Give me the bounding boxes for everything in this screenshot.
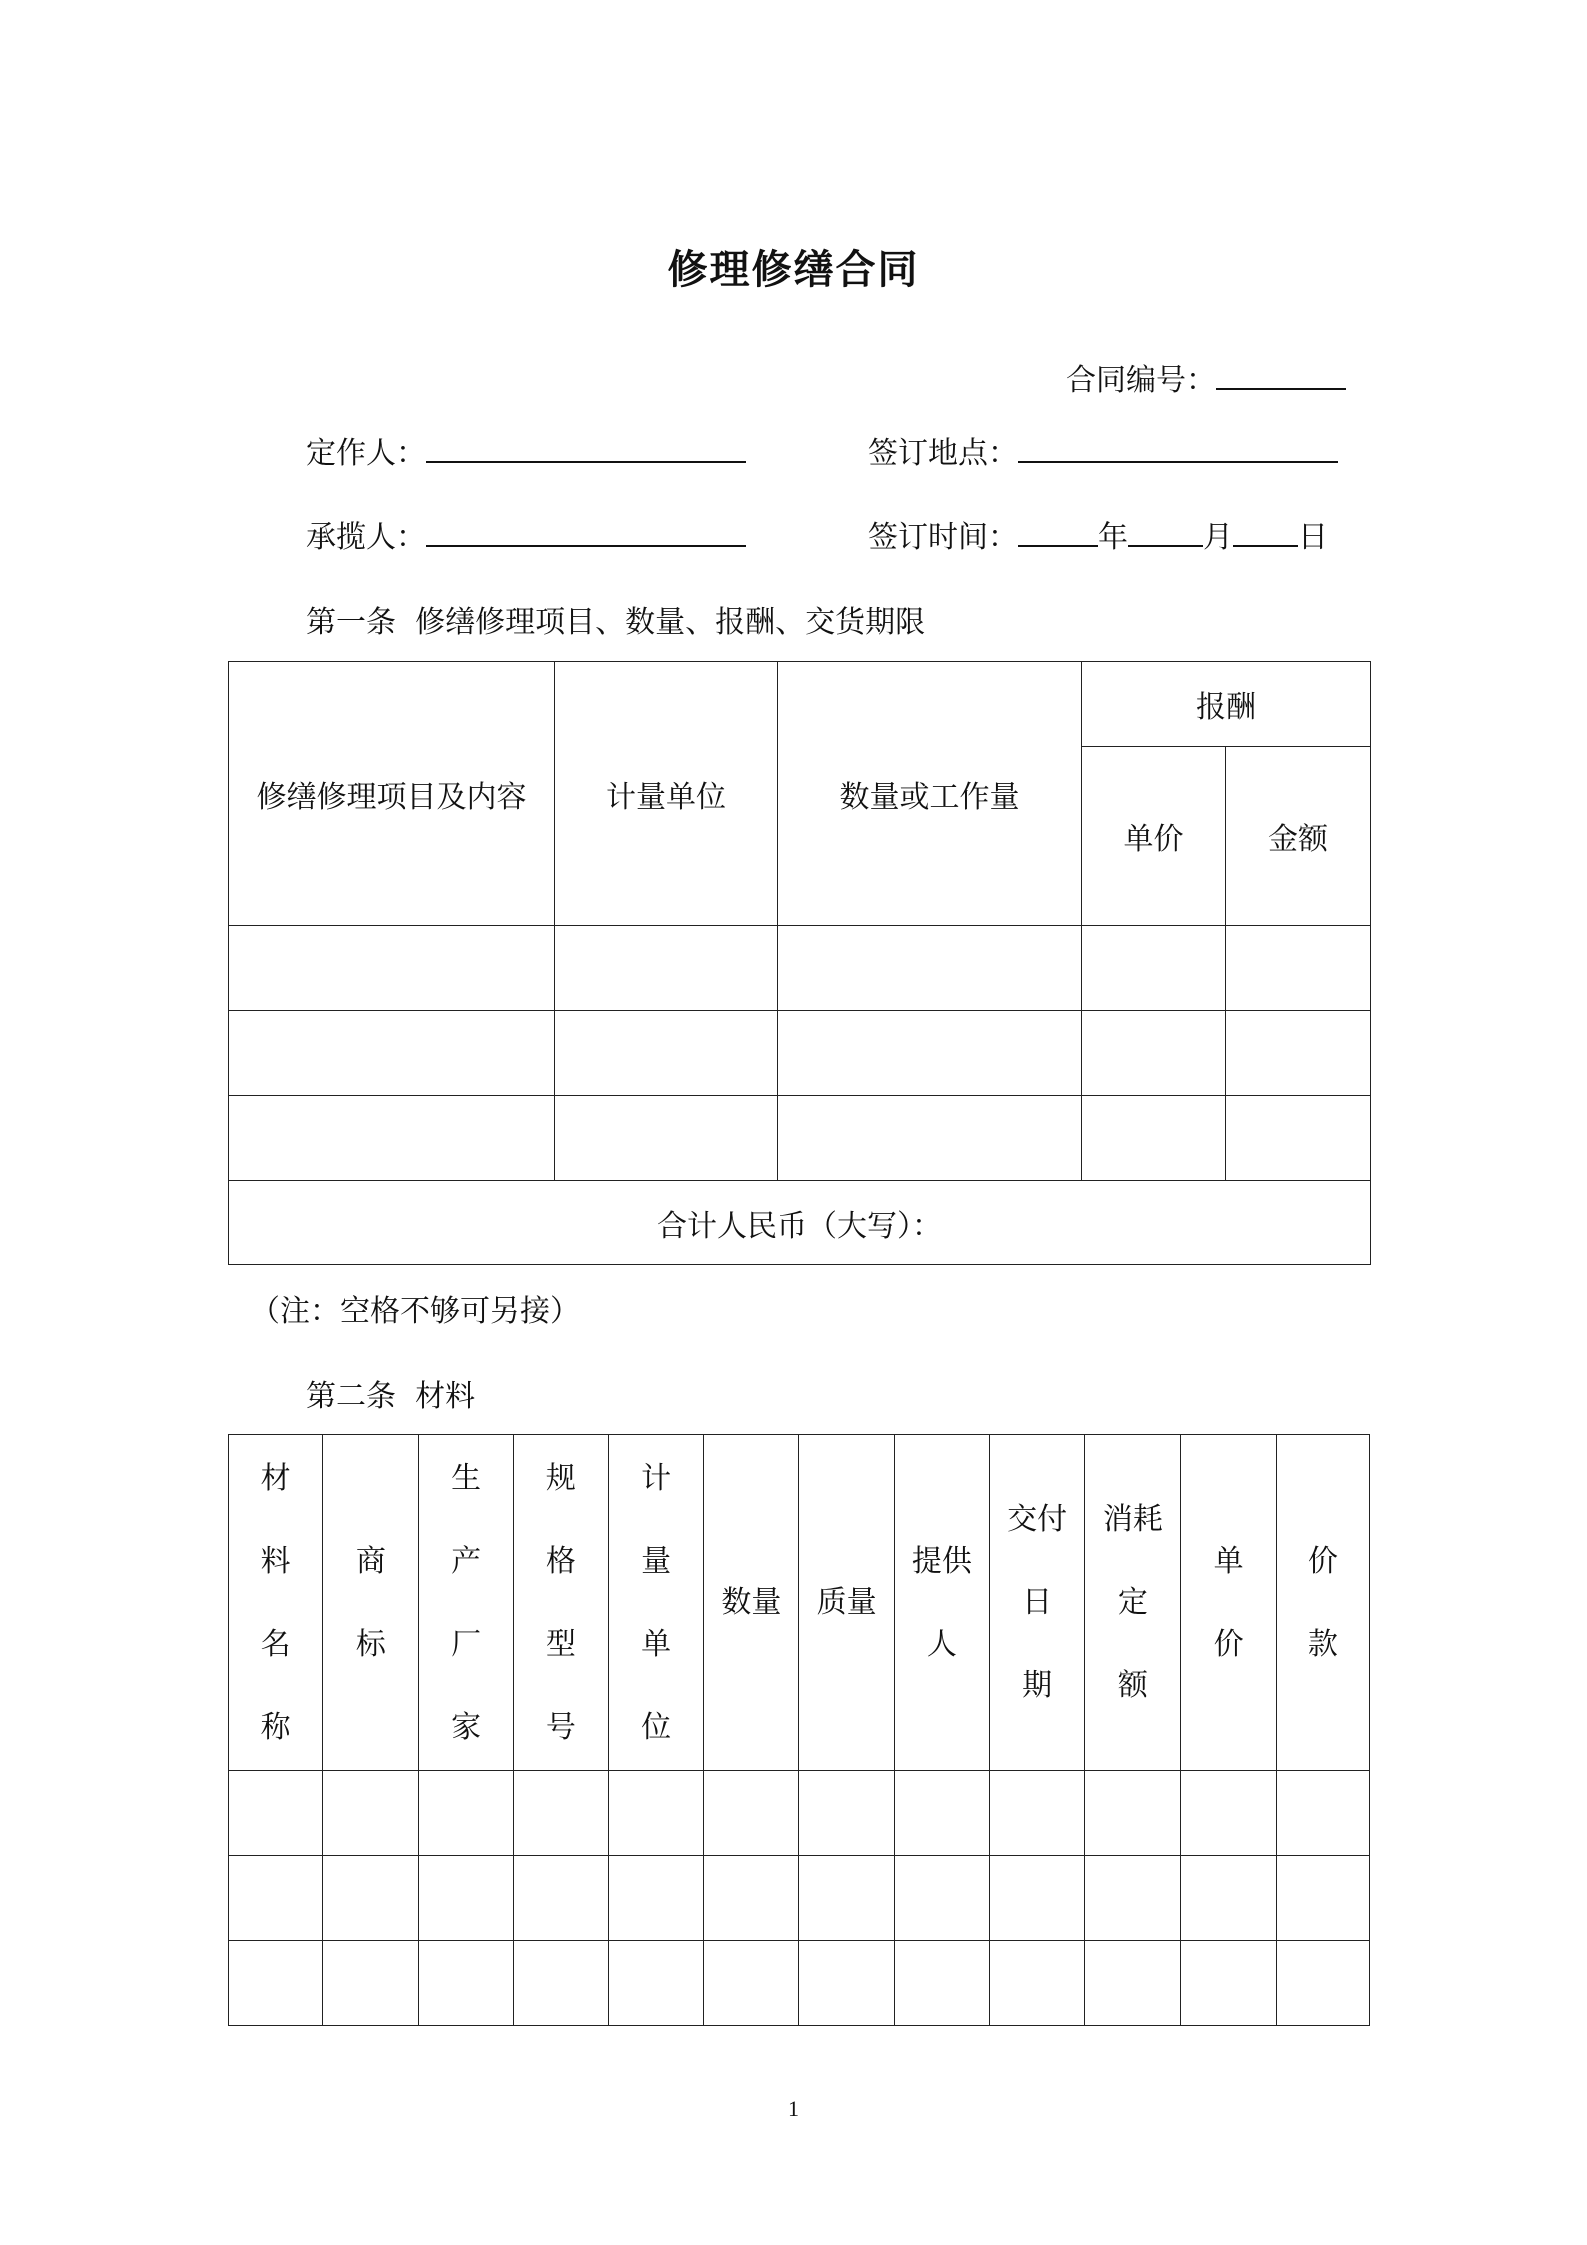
header-quantity: 数量或工作量: [778, 662, 1082, 926]
table-cell[interactable]: [778, 1011, 1082, 1096]
table-cell[interactable]: [1226, 1096, 1371, 1181]
materials-header-cell: 交付 日 期: [989, 1435, 1084, 1771]
table-cell[interactable]: [555, 1096, 778, 1181]
table-cell[interactable]: [229, 1856, 323, 1941]
table-cell[interactable]: [323, 1941, 419, 2026]
table-cell[interactable]: [1082, 1011, 1226, 1096]
table-cell[interactable]: [229, 1771, 323, 1856]
header-payment: 报酬: [1082, 662, 1371, 747]
sign-time-field: [868, 512, 1328, 556]
header-unit-price: 单价: [1082, 747, 1226, 926]
table-cell[interactable]: [323, 1856, 419, 1941]
table-cell[interactable]: [608, 1771, 703, 1856]
table-cell[interactable]: [1276, 1856, 1369, 1941]
contractor-label: 承揽人：: [306, 520, 426, 555]
document-title: 修理修缮合同: [667, 246, 920, 293]
table-cell[interactable]: [894, 1856, 989, 1941]
sign-place-label: 签订地点：: [868, 436, 1018, 471]
day-blank[interactable]: [1233, 517, 1298, 547]
orderer-blank[interactable]: [426, 433, 746, 463]
table-cell[interactable]: [1181, 1941, 1276, 2026]
table-note: （注：空格不够可另接）: [250, 1294, 580, 1329]
table-row: [229, 1011, 1371, 1096]
materials-header-cell: 商 标: [323, 1435, 419, 1771]
table-cell[interactable]: [778, 1096, 1082, 1181]
table-cell[interactable]: [1082, 1096, 1226, 1181]
materials-header-cell: 单 价: [1181, 1435, 1276, 1771]
table-cell[interactable]: [1226, 1011, 1371, 1096]
month-blank[interactable]: [1128, 517, 1203, 547]
materials-header-cell: 材 料 名 称: [229, 1435, 323, 1771]
contract-number-blank[interactable]: [1216, 360, 1346, 390]
materials-header-cell: 规 格 型 号: [513, 1435, 608, 1771]
table-cell[interactable]: [1181, 1771, 1276, 1856]
contractor-blank[interactable]: [426, 517, 746, 547]
table-cell[interactable]: [799, 1771, 894, 1856]
month-label: 月: [1203, 520, 1233, 555]
materials-header-cell: 质量: [799, 1435, 894, 1771]
page-number: 1: [788, 2096, 799, 2121]
orderer-label: 定作人：: [306, 436, 426, 471]
table-row: [229, 1941, 1370, 2026]
table-cell[interactable]: [1226, 926, 1371, 1011]
table-cell[interactable]: [1082, 926, 1226, 1011]
table-cell[interactable]: [894, 1941, 989, 2026]
year-label: 年: [1098, 520, 1128, 555]
table-cell[interactable]: [419, 1771, 513, 1856]
table-cell[interactable]: [608, 1941, 703, 2026]
table-cell[interactable]: [419, 1856, 513, 1941]
materials-header-cell: 生 产 厂 家: [419, 1435, 513, 1771]
table-row: [229, 1856, 1370, 1941]
table-cell[interactable]: [799, 1856, 894, 1941]
year-blank[interactable]: [1018, 517, 1098, 547]
day-label: 日: [1298, 520, 1328, 555]
table-cell[interactable]: [513, 1771, 608, 1856]
orderer-field: [306, 428, 746, 472]
table-cell[interactable]: [1085, 1771, 1181, 1856]
table-row: [229, 1096, 1371, 1181]
table-cell[interactable]: [894, 1771, 989, 1856]
table-cell[interactable]: [1085, 1856, 1181, 1941]
header-amount: 金额: [1226, 747, 1371, 926]
table-cell[interactable]: [1181, 1856, 1276, 1941]
header-item: 修缮修理项目及内容: [229, 662, 555, 926]
article1-heading: 第一条 修缮修理项目、数量、报酬、交货期限: [306, 605, 926, 640]
sign-time-label: 签订时间：: [868, 520, 1018, 555]
table-cell[interactable]: [989, 1941, 1084, 2026]
table-cell[interactable]: [555, 926, 778, 1011]
table-cell[interactable]: [704, 1941, 799, 2026]
table-row: [229, 926, 1371, 1011]
table-cell[interactable]: [323, 1771, 419, 1856]
materials-header-cell: 数量: [704, 1435, 799, 1771]
materials-header-cell: 消耗 定 额: [1085, 1435, 1181, 1771]
table-cell[interactable]: [704, 1771, 799, 1856]
article2-heading: 第二条 材料: [306, 1379, 476, 1414]
table-cell[interactable]: [229, 1941, 323, 2026]
repair-items-table: [228, 661, 1371, 1265]
table-cell[interactable]: [229, 926, 555, 1011]
materials-header-cell: 提供 人: [894, 1435, 989, 1771]
contract-number-field: [1066, 355, 1346, 399]
table-row: [229, 1771, 1370, 1856]
contractor-field: [306, 512, 746, 556]
table-cell[interactable]: [989, 1771, 1084, 1856]
table-cell[interactable]: [1085, 1941, 1181, 2026]
table-cell[interactable]: [1276, 1771, 1369, 1856]
materials-header-cell: 计 量 单 位: [608, 1435, 703, 1771]
materials-table: [228, 1434, 1370, 2026]
table-cell[interactable]: [555, 1011, 778, 1096]
materials-header-cell: 价 款: [1276, 1435, 1369, 1771]
sign-place-field: [868, 428, 1338, 472]
table-cell[interactable]: [778, 926, 1082, 1011]
materials-header-row: [229, 1435, 1370, 1771]
header-unit: 计量单位: [555, 662, 778, 926]
table-cell[interactable]: [989, 1856, 1084, 1941]
sign-place-blank[interactable]: [1018, 433, 1338, 463]
table-cell[interactable]: [513, 1941, 608, 2026]
table-cell[interactable]: [1276, 1941, 1369, 2026]
table-cell[interactable]: [229, 1096, 555, 1181]
table-cell[interactable]: [513, 1856, 608, 1941]
table-cell[interactable]: [799, 1941, 894, 2026]
table-cell[interactable]: [419, 1941, 513, 2026]
table-cell[interactable]: [229, 1011, 555, 1096]
table-cell[interactable]: [608, 1856, 703, 1941]
table-cell[interactable]: [704, 1856, 799, 1941]
contract-number-label: 合同编号：: [1066, 363, 1216, 398]
total-rmb-cell: 合计人民币（大写）：: [229, 1181, 1371, 1265]
